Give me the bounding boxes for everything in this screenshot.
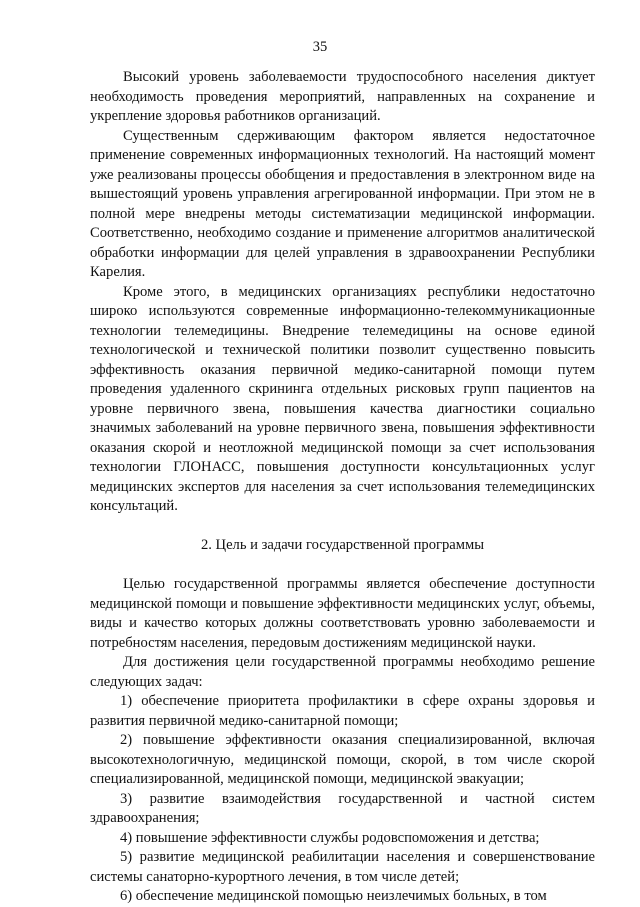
task-item: 6) обеспечение медицинской помощью неизлечимых больных, в том [120,888,547,904]
page-number: 35 [312,39,328,55]
task-item: 2) повышение эффективности оказания специализированной, включая высокотехнологичную, медицинской помощи, скорой, в том числе скорой специализированной, медицинской помощи, медицинской эвакуации; [90,732,595,787]
intro-paragraph: Кроме этого, в медицинских организациях республики недостаточно широко используются современные информационно-телекоммуникационные технологии телемедицины. Внедрение телемедицины на основе единой технологической и технической политики позволит существенно повысить эффективность оказания первичной медико-санитарной помощи путем проведения удаленного скрининга отдельных рисковых групп пациентов на уровне первичного звена, повышения качества диагностики социально значимых заболеваний на уровне первичного звена, повышения эффективности оказания скорой и неотложной медицинской помощи за счет использования технологии ГЛОНАСС, повышения доступности консультационных услуг медицинских экспертов для населения за счет использования телемедицинских консультаций. [90,283,595,514]
task-item: 1) обеспечение приоритета профилактики в сфере охраны здоровья и развития первичной медико-санитарной помощи; [90,693,595,729]
intro-paragraph: Высокий уровень заболеваемости трудоспособного населения диктует необходимость проведения мероприятий, направленных на сохранение и укрепление здоровья работников организаций. [90,69,595,124]
task-item: 5) развитие медицинской реабилитации населения и совершенствование системы санаторно-курортного лечения, в том числе детей; [90,849,595,885]
task-item: 3) развитие взаимодействия государственной и частной систем здравоохранения; [90,790,595,826]
goal-paragraph: Целью государственной программы является обеспечение доступности медицинской помощи и повышение эффективности медицинских услуг, объемы, виды и качество которых должны соответствовать уровню заболеваемости и потребностям населения, передовым достижениям медицинской науки. [90,576,595,651]
section-heading: 2. Цель и задачи государственной программы [200,536,485,553]
document-body [90,68,595,907]
intro-paragraph: Существенным сдерживающим фактором является недостаточное применение современных информационных технологий. На настоящий момент уже реализованы процессы обобщения и предоставления в электронном виде на вышестоящий уровень управления агрегированной информации. При этом не в полной мере внедрены методы систематизации медицинской информации. Соответственно, необходимо создание и применение алгоритмов аналитической обработки информации для целей управления в здравоохранении Республики Карелия. [90,127,595,280]
task-item: 4) повышение эффективности службы родовспоможения и детства; [120,829,540,846]
goal-paragraph: Для достижения цели государственной программы необходимо решение следующих задач: [90,654,595,690]
